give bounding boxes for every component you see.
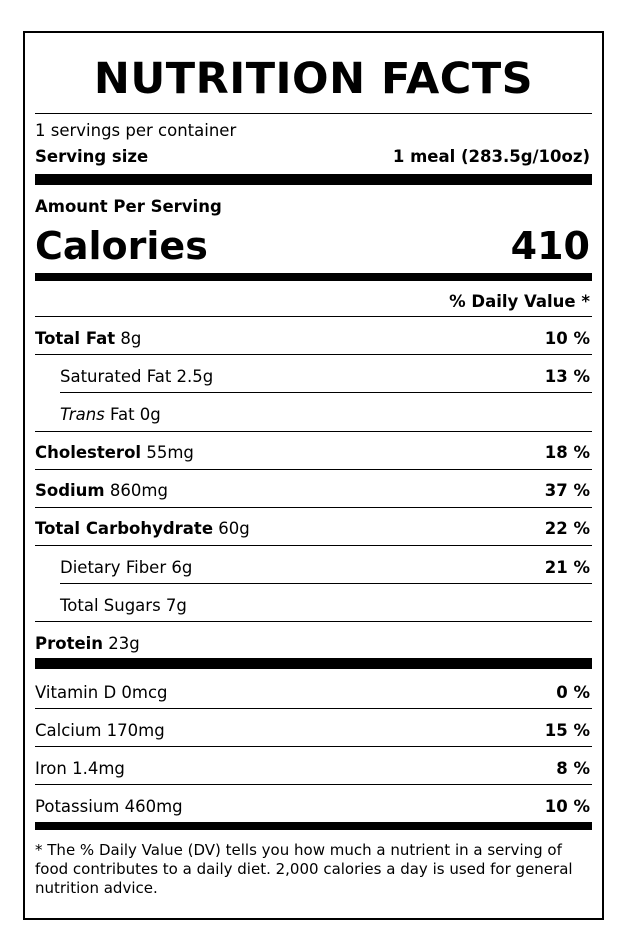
protein-label: Protein [35, 634, 104, 653]
divider-thin [35, 354, 592, 355]
total-carbohydrate-row [35, 519, 250, 539]
daily-value-header: % Daily Value * [449, 292, 590, 311]
calories-label: Calories [35, 224, 208, 268]
total-carbohydrate-amount: 60g [218, 519, 250, 538]
total-carbohydrate-label: Total Carbohydrate [35, 519, 214, 538]
protein-amount: 23g [108, 634, 140, 653]
divider-thin [35, 784, 592, 785]
iron-label: Iron 1.4mg [35, 759, 125, 778]
divider-thin [60, 392, 592, 393]
total-fat-row [35, 329, 141, 349]
divider-thin [35, 708, 592, 709]
total-sugars-label: Total Sugars 7g [60, 596, 187, 615]
divider-thin [35, 431, 592, 432]
vitamin-d-dv: 0 % [556, 683, 590, 702]
servings-per-container: 1 servings per container [35, 121, 237, 140]
amount-per-serving: Amount Per Serving [35, 197, 222, 216]
cholesterol-dv: 18 % [544, 443, 590, 462]
divider-thick [35, 174, 592, 185]
sodium-label: Sodium [35, 481, 105, 500]
divider-medium [35, 822, 592, 830]
divider-thin [35, 316, 592, 317]
total-fat-amount: 8g [120, 329, 142, 348]
divider-thin [35, 469, 592, 470]
trans-fat-italic: Trans [60, 405, 105, 424]
trans-fat-rest: Fat 0g [104, 405, 161, 424]
sodium-amount: 860mg [109, 481, 168, 500]
dietary-fiber-label: Dietary Fiber 6g [60, 558, 193, 577]
trans-fat-row [60, 405, 161, 425]
divider-thick [35, 658, 592, 669]
total-fat-label: Total Fat [35, 329, 116, 348]
saturated-fat-dv: 13 % [544, 367, 590, 386]
saturated-fat-label: Saturated Fat 2.5g [60, 367, 214, 386]
calories-value: 410 [510, 224, 590, 268]
calcium-label: Calcium 170mg [35, 721, 165, 740]
potassium-dv: 10 % [544, 797, 590, 816]
sodium-dv: 37 % [544, 481, 590, 500]
protein-row [35, 634, 140, 654]
vitamin-d-label: Vitamin D 0mcg [35, 683, 168, 702]
label-title: NUTRITION FACTS [93, 54, 534, 104]
divider-thin [60, 583, 592, 584]
potassium-label: Potassium 460mg [35, 797, 183, 816]
cholesterol-row [35, 443, 194, 463]
divider-medium [35, 273, 592, 281]
total-carbohydrate-dv: 22 % [544, 519, 590, 538]
iron-dv: 8 % [556, 759, 590, 778]
dietary-fiber-dv: 21 % [544, 558, 590, 577]
divider-thin [35, 113, 592, 114]
sodium-row [35, 481, 168, 501]
daily-value-footnote: * The % Daily Value (DV) tells you how much a nutrient in a serving of food contributes to a daily diet. 2,000 calories a day is used for general nutrition advice. [35, 841, 573, 897]
serving-size-label: Serving size [35, 147, 149, 166]
total-fat-dv: 10 % [544, 329, 590, 348]
divider-thin [35, 545, 592, 546]
divider-thin [35, 621, 592, 622]
nutrition-facts-label [23, 31, 604, 920]
divider-thin [35, 507, 592, 508]
calcium-dv: 15 % [544, 721, 590, 740]
cholesterol-amount: 55mg [146, 443, 194, 462]
divider-thin [35, 746, 592, 747]
serving-size-value: 1 meal (283.5g/10oz) [392, 147, 590, 166]
cholesterol-label: Cholesterol [35, 443, 142, 462]
